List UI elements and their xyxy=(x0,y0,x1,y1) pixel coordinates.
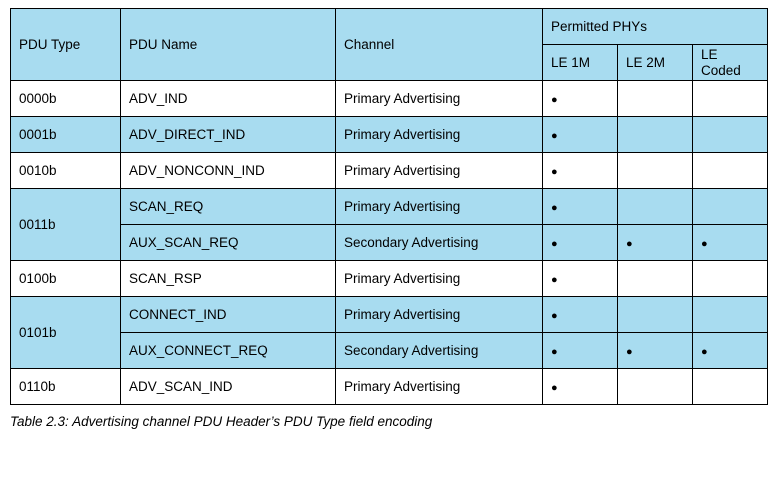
cell-le-coded xyxy=(693,297,768,333)
column-group-header-permitted-phys: Permitted PHYs xyxy=(543,9,768,45)
permitted-dot-icon xyxy=(551,307,558,322)
cell-pdu-type: 0100b xyxy=(11,261,121,297)
column-header-le-1m: LE 1M xyxy=(543,45,618,81)
cell-pdu-name: ADV_DIRECT_IND xyxy=(121,117,336,153)
column-header-le-2m: LE 2M xyxy=(618,45,693,81)
table-row xyxy=(11,297,768,333)
cell-le-2m xyxy=(618,81,693,117)
column-header-pdu-name-cell xyxy=(121,9,336,81)
pdu-type-encoding-table xyxy=(10,8,768,405)
cell-le-1m xyxy=(543,297,618,333)
cell-le-coded xyxy=(693,261,768,297)
cell-channel: Primary Advertising xyxy=(336,117,543,153)
column-header-le-coded-line2: Coded xyxy=(701,62,741,78)
cell-pdu-name: SCAN_REQ xyxy=(121,189,336,225)
column-header-channel-cell xyxy=(336,9,543,81)
table-row xyxy=(11,333,768,369)
cell-le-1m xyxy=(543,81,618,117)
cell-pdu-type: 0011b xyxy=(11,189,121,261)
cell-channel: Primary Advertising xyxy=(336,261,543,297)
cell-pdu-type: 0101b xyxy=(11,297,121,369)
cell-pdu-type: 0001b xyxy=(11,117,121,153)
permitted-dot-icon xyxy=(551,199,558,214)
permitted-dot-icon xyxy=(551,379,558,394)
permitted-dot-icon xyxy=(551,271,558,286)
table-row xyxy=(11,153,768,189)
column-header-le-coded-line1: LE xyxy=(701,46,718,62)
cell-pdu-name: ADV_IND xyxy=(121,81,336,117)
cell-pdu-name: SCAN_RSP xyxy=(121,261,336,297)
table-row xyxy=(11,225,768,261)
cell-le-1m xyxy=(543,117,618,153)
cell-pdu-name: CONNECT_IND xyxy=(121,297,336,333)
cell-le-coded xyxy=(693,153,768,189)
cell-le-1m xyxy=(543,153,618,189)
permitted-dot-icon xyxy=(701,343,708,358)
cell-le-2m xyxy=(618,261,693,297)
cell-le-coded xyxy=(693,369,768,405)
permitted-dot-icon xyxy=(551,163,558,178)
cell-channel: Secondary Advertising xyxy=(336,333,543,369)
cell-channel: Primary Advertising xyxy=(336,189,543,225)
cell-pdu-name: ADV_SCAN_IND xyxy=(121,369,336,405)
column-header-le-coded xyxy=(693,45,768,81)
column-header-pdu-type-cell xyxy=(11,9,121,81)
cell-channel: Primary Advertising xyxy=(336,153,543,189)
cell-le-2m xyxy=(618,153,693,189)
cell-le-2m xyxy=(618,297,693,333)
column-header-pdu-type: PDU Type xyxy=(19,37,81,52)
cell-pdu-type: 0010b xyxy=(11,153,121,189)
cell-le-1m xyxy=(543,333,618,369)
table-caption-text: Advertising channel PDU Header’s PDU Type field encoding xyxy=(72,414,433,429)
cell-le-coded xyxy=(693,333,768,369)
table-row xyxy=(11,117,768,153)
table-head xyxy=(11,9,768,81)
cell-pdu-name: AUX_SCAN_REQ xyxy=(121,225,336,261)
permitted-dot-icon xyxy=(626,343,633,358)
column-header-channel: Channel xyxy=(344,37,395,52)
permitted-dot-icon xyxy=(701,235,708,250)
cell-le-2m xyxy=(618,225,693,261)
table-row xyxy=(11,369,768,405)
permitted-dot-icon xyxy=(551,235,558,250)
cell-le-1m xyxy=(543,189,618,225)
permitted-dot-icon xyxy=(551,91,558,106)
cell-le-1m xyxy=(543,369,618,405)
cell-le-coded xyxy=(693,225,768,261)
permitted-dot-icon xyxy=(551,343,558,358)
table-row xyxy=(11,81,768,117)
cell-channel: Secondary Advertising xyxy=(336,225,543,261)
cell-pdu-type: 0110b xyxy=(11,369,121,405)
cell-le-2m xyxy=(618,117,693,153)
cell-le-2m xyxy=(618,333,693,369)
cell-pdu-name: AUX_CONNECT_REQ xyxy=(121,333,336,369)
cell-le-2m xyxy=(618,189,693,225)
cell-le-coded xyxy=(693,189,768,225)
cell-le-coded xyxy=(693,117,768,153)
cell-le-1m xyxy=(543,261,618,297)
column-header-pdu-name: PDU Name xyxy=(129,37,198,52)
table-row xyxy=(11,261,768,297)
permitted-dot-icon xyxy=(551,127,558,142)
table-caption-label: Table 2.3: xyxy=(10,414,69,429)
table-row xyxy=(11,189,768,225)
table-body xyxy=(11,81,768,405)
cell-pdu-type: 0000b xyxy=(11,81,121,117)
cell-channel: Primary Advertising xyxy=(336,369,543,405)
cell-le-coded xyxy=(693,81,768,117)
cell-le-1m xyxy=(543,225,618,261)
permitted-dot-icon xyxy=(626,235,633,250)
cell-channel: Primary Advertising xyxy=(336,81,543,117)
cell-le-2m xyxy=(618,369,693,405)
cell-pdu-name: ADV_NONCONN_IND xyxy=(121,153,336,189)
table-header-row-group xyxy=(11,9,768,45)
cell-channel: Primary Advertising xyxy=(336,297,543,333)
table-caption xyxy=(10,414,767,429)
